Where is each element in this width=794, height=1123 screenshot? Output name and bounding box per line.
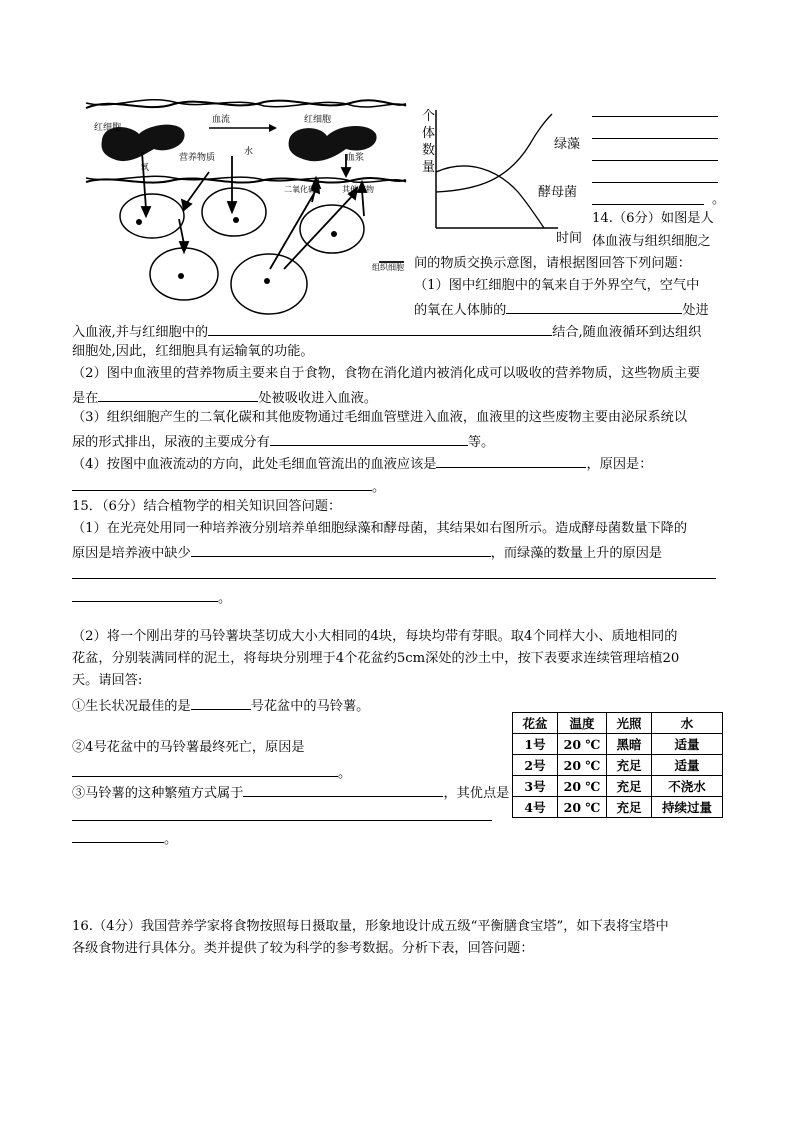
graph-ylabel-4: 量 <box>422 160 436 175</box>
q15-s3-b: ，其优点是 <box>443 786 510 801</box>
table-cell: 20 ℃ <box>558 734 607 755</box>
q13-end: 。 <box>712 192 726 207</box>
table-header: 花盆 <box>513 713 558 734</box>
q15-s2-a: ②4号花盆中的马铃薯最终死亡，原因是 <box>72 740 305 755</box>
answer-blank[interactable] <box>72 829 164 843</box>
answer-blank[interactable] <box>191 543 491 557</box>
q15-p2-a: （2）将一个刚出芽的马铃薯块茎切成大小大相同的4块，每块均带有芽眼。取4个同样大小、质地相同的 <box>72 629 678 644</box>
table-cell: 4号 <box>513 797 558 818</box>
q14-p4-line <box>72 454 652 473</box>
label-rbc-right: 红细胞 <box>304 115 332 125</box>
table-cell: 2号 <box>513 755 558 776</box>
q15-s2-line <box>72 763 351 782</box>
q14-head-1: 14.（6分）如图是人 <box>592 211 714 226</box>
q15-p1-c: ，而绿藻的数量上升的原因是 <box>490 546 663 561</box>
q15-s3-line2 <box>72 829 177 848</box>
table-cell: 20 ℃ <box>558 776 607 797</box>
q14-p1-a: （1）图中红细胞中的氧来自于外界空气，空气中 <box>414 278 700 293</box>
q15-p2-b: 花盆，分别装满同样的泥土，将每块分别埋于4个花盆约5cm深处的沙土中，按下表要求连续管理培植20 <box>72 651 680 666</box>
label-rbc-left: 红细胞 <box>94 123 122 133</box>
graph-ylabel-3: 数 <box>422 143 436 158</box>
table-cell: 充足 <box>607 755 652 776</box>
label-plasma: 血浆 <box>346 153 365 163</box>
table-row <box>513 776 723 797</box>
answer-line[interactable] <box>592 182 718 183</box>
answer-line[interactable] <box>592 160 718 161</box>
answer-line[interactable] <box>72 820 492 821</box>
answer-blank[interactable] <box>72 477 372 491</box>
q14-p2-line <box>72 388 377 407</box>
series-yeast-curve <box>436 166 544 228</box>
q15-p2-c: 天。请回答: <box>72 673 143 688</box>
q16-b: 各级食物进行具体分。类并提供了较为科学的参考数据。分析下表，回答问题： <box>72 941 534 956</box>
answer-blank[interactable] <box>98 388 258 402</box>
table-cell: 适量 <box>652 734 723 755</box>
q15-s3-line <box>72 783 509 802</box>
q15-s3-a: ③马铃薯的这种繁殖方式属于 <box>72 786 244 801</box>
q14-p3-line <box>72 432 494 451</box>
graph-xlabel: 时间 <box>556 231 583 246</box>
table-cell: 充足 <box>607 776 652 797</box>
population-graph <box>418 100 590 250</box>
q14-p2-b: 是在 <box>72 391 99 406</box>
series-algae-label: 绿藻 <box>554 137 581 152</box>
q15-s2-end: 。 <box>338 766 352 781</box>
q14-p2-a: （2）图中血液里的营养物质主要来自于食物，食物在消化道内被消化成可以吸收的营养物质，这些物质主要 <box>72 366 701 381</box>
label-co2: 二氧化碳 <box>284 185 316 194</box>
table-cell: 1号 <box>513 734 558 755</box>
label-tissue: 组织细胞 <box>372 263 404 272</box>
series-algae-curve <box>436 114 552 192</box>
table-cell: 3号 <box>513 776 558 797</box>
table-cell: 不浇水 <box>652 776 723 797</box>
table-header-row <box>513 713 723 734</box>
answer-blank[interactable] <box>72 588 218 602</box>
table-cell: 20 ℃ <box>558 797 607 818</box>
q15-p1-line2 <box>72 588 231 607</box>
answer-line[interactable] <box>592 204 704 205</box>
q14-head-2: 体血液与组织细胞之 <box>592 234 711 249</box>
q14-p3-c: 等。 <box>467 435 495 450</box>
answer-blank[interactable] <box>72 763 338 777</box>
answer-line[interactable] <box>72 578 716 579</box>
q14-p2-c: 处被吸收进入血液。 <box>258 391 378 406</box>
table-row <box>513 734 723 755</box>
graph-ylabel-1: 个 <box>422 109 436 124</box>
label-nutrients: 营养物质 <box>179 153 216 163</box>
table-cell: 适量 <box>652 755 723 776</box>
answer-blank[interactable] <box>191 696 251 710</box>
q14-p4-end: 。 <box>372 480 386 495</box>
label-waste: 其他废物 <box>342 185 374 194</box>
q14-head-3: 间的物质交换示意图，请根据图回答下列问题： <box>414 256 691 271</box>
q15-s3-end: 。 <box>164 832 178 847</box>
q15-s1-b: 号花盆中的马铃薯。 <box>250 699 370 714</box>
series-yeast-label: 酵母菌 <box>538 185 578 200</box>
q14-p4-b: ，原因是： <box>586 457 653 472</box>
table-cell: 持续过量 <box>652 797 723 818</box>
table-cell: 20 ℃ <box>558 755 607 776</box>
blood-tissue-diagram <box>84 94 414 324</box>
table-header: 水 <box>652 713 723 734</box>
label-flow: 血流 <box>212 115 231 125</box>
answer-blank[interactable] <box>270 432 468 446</box>
q14-p1-e: 结合,随血液循环到达组织 <box>552 325 702 340</box>
table-cell: 充足 <box>607 797 652 818</box>
q16-a: 16.（4分）我国营养学家将食物按照每日摄取量，形象地设计成五级“平衡膳食宝塔”，如下表将宝塔中 <box>72 919 669 934</box>
answer-blank[interactable] <box>208 322 552 336</box>
q14-p1-line <box>414 300 709 319</box>
answer-blank[interactable] <box>243 783 443 797</box>
q15-p1-b: 原因是培养液中缺少 <box>72 546 191 561</box>
table-header: 光照 <box>607 713 652 734</box>
q14-p3-a: （3）组织细胞产生的二氧化碳和其他废物通过毛细血管壁进入血液，血液里的这些废物主要由泌尿系统以 <box>72 410 688 425</box>
q14-p4-line2 <box>72 477 385 496</box>
q14-p1-line2 <box>72 322 701 341</box>
potato-experiment-table <box>512 712 723 818</box>
label-oxygen: 氧 <box>140 163 150 173</box>
answer-blank[interactable] <box>506 300 682 314</box>
table-row <box>513 755 723 776</box>
q14-p1-b: 的氧在人体肺的 <box>414 303 507 318</box>
graph-ylabel-2: 体 <box>422 126 436 141</box>
table-row <box>513 797 723 818</box>
answer-blank[interactable] <box>436 454 586 468</box>
table-header: 温度 <box>558 713 607 734</box>
answer-line[interactable] <box>592 116 718 117</box>
q15-head: 15．（6分）结合植物学的相关知识回答问题： <box>72 499 342 514</box>
q14-p1-d: 入血液,并与红细胞中的 <box>72 325 209 340</box>
q15-p1-line <box>72 543 662 562</box>
table-cell: 黑暗 <box>607 734 652 755</box>
q15-p1-a: （1）在光亮处用同一种培养液分别培养单细胞绿藻和酵母菌，其结果如右图所示。造成酵母菌数量下降的 <box>72 521 688 536</box>
answer-line[interactable] <box>592 138 718 139</box>
q14-p1-f: 细胞处,因此，红细胞具有运输氧的功能。 <box>72 344 314 359</box>
q14-p4-a: （4）按图中血液流动的方向，此处毛细血管流出的血液应该是 <box>72 457 437 472</box>
q15-p1-end: 。 <box>218 591 232 606</box>
q15-s1-line <box>72 696 369 715</box>
q14-p1-c: 处进 <box>682 303 709 318</box>
label-water: 水 <box>244 147 254 157</box>
q15-s1-a: ①生长状况最佳的是 <box>72 699 191 714</box>
q14-p3-b: 尿的形式排出，尿液的主要成分有 <box>72 435 270 450</box>
